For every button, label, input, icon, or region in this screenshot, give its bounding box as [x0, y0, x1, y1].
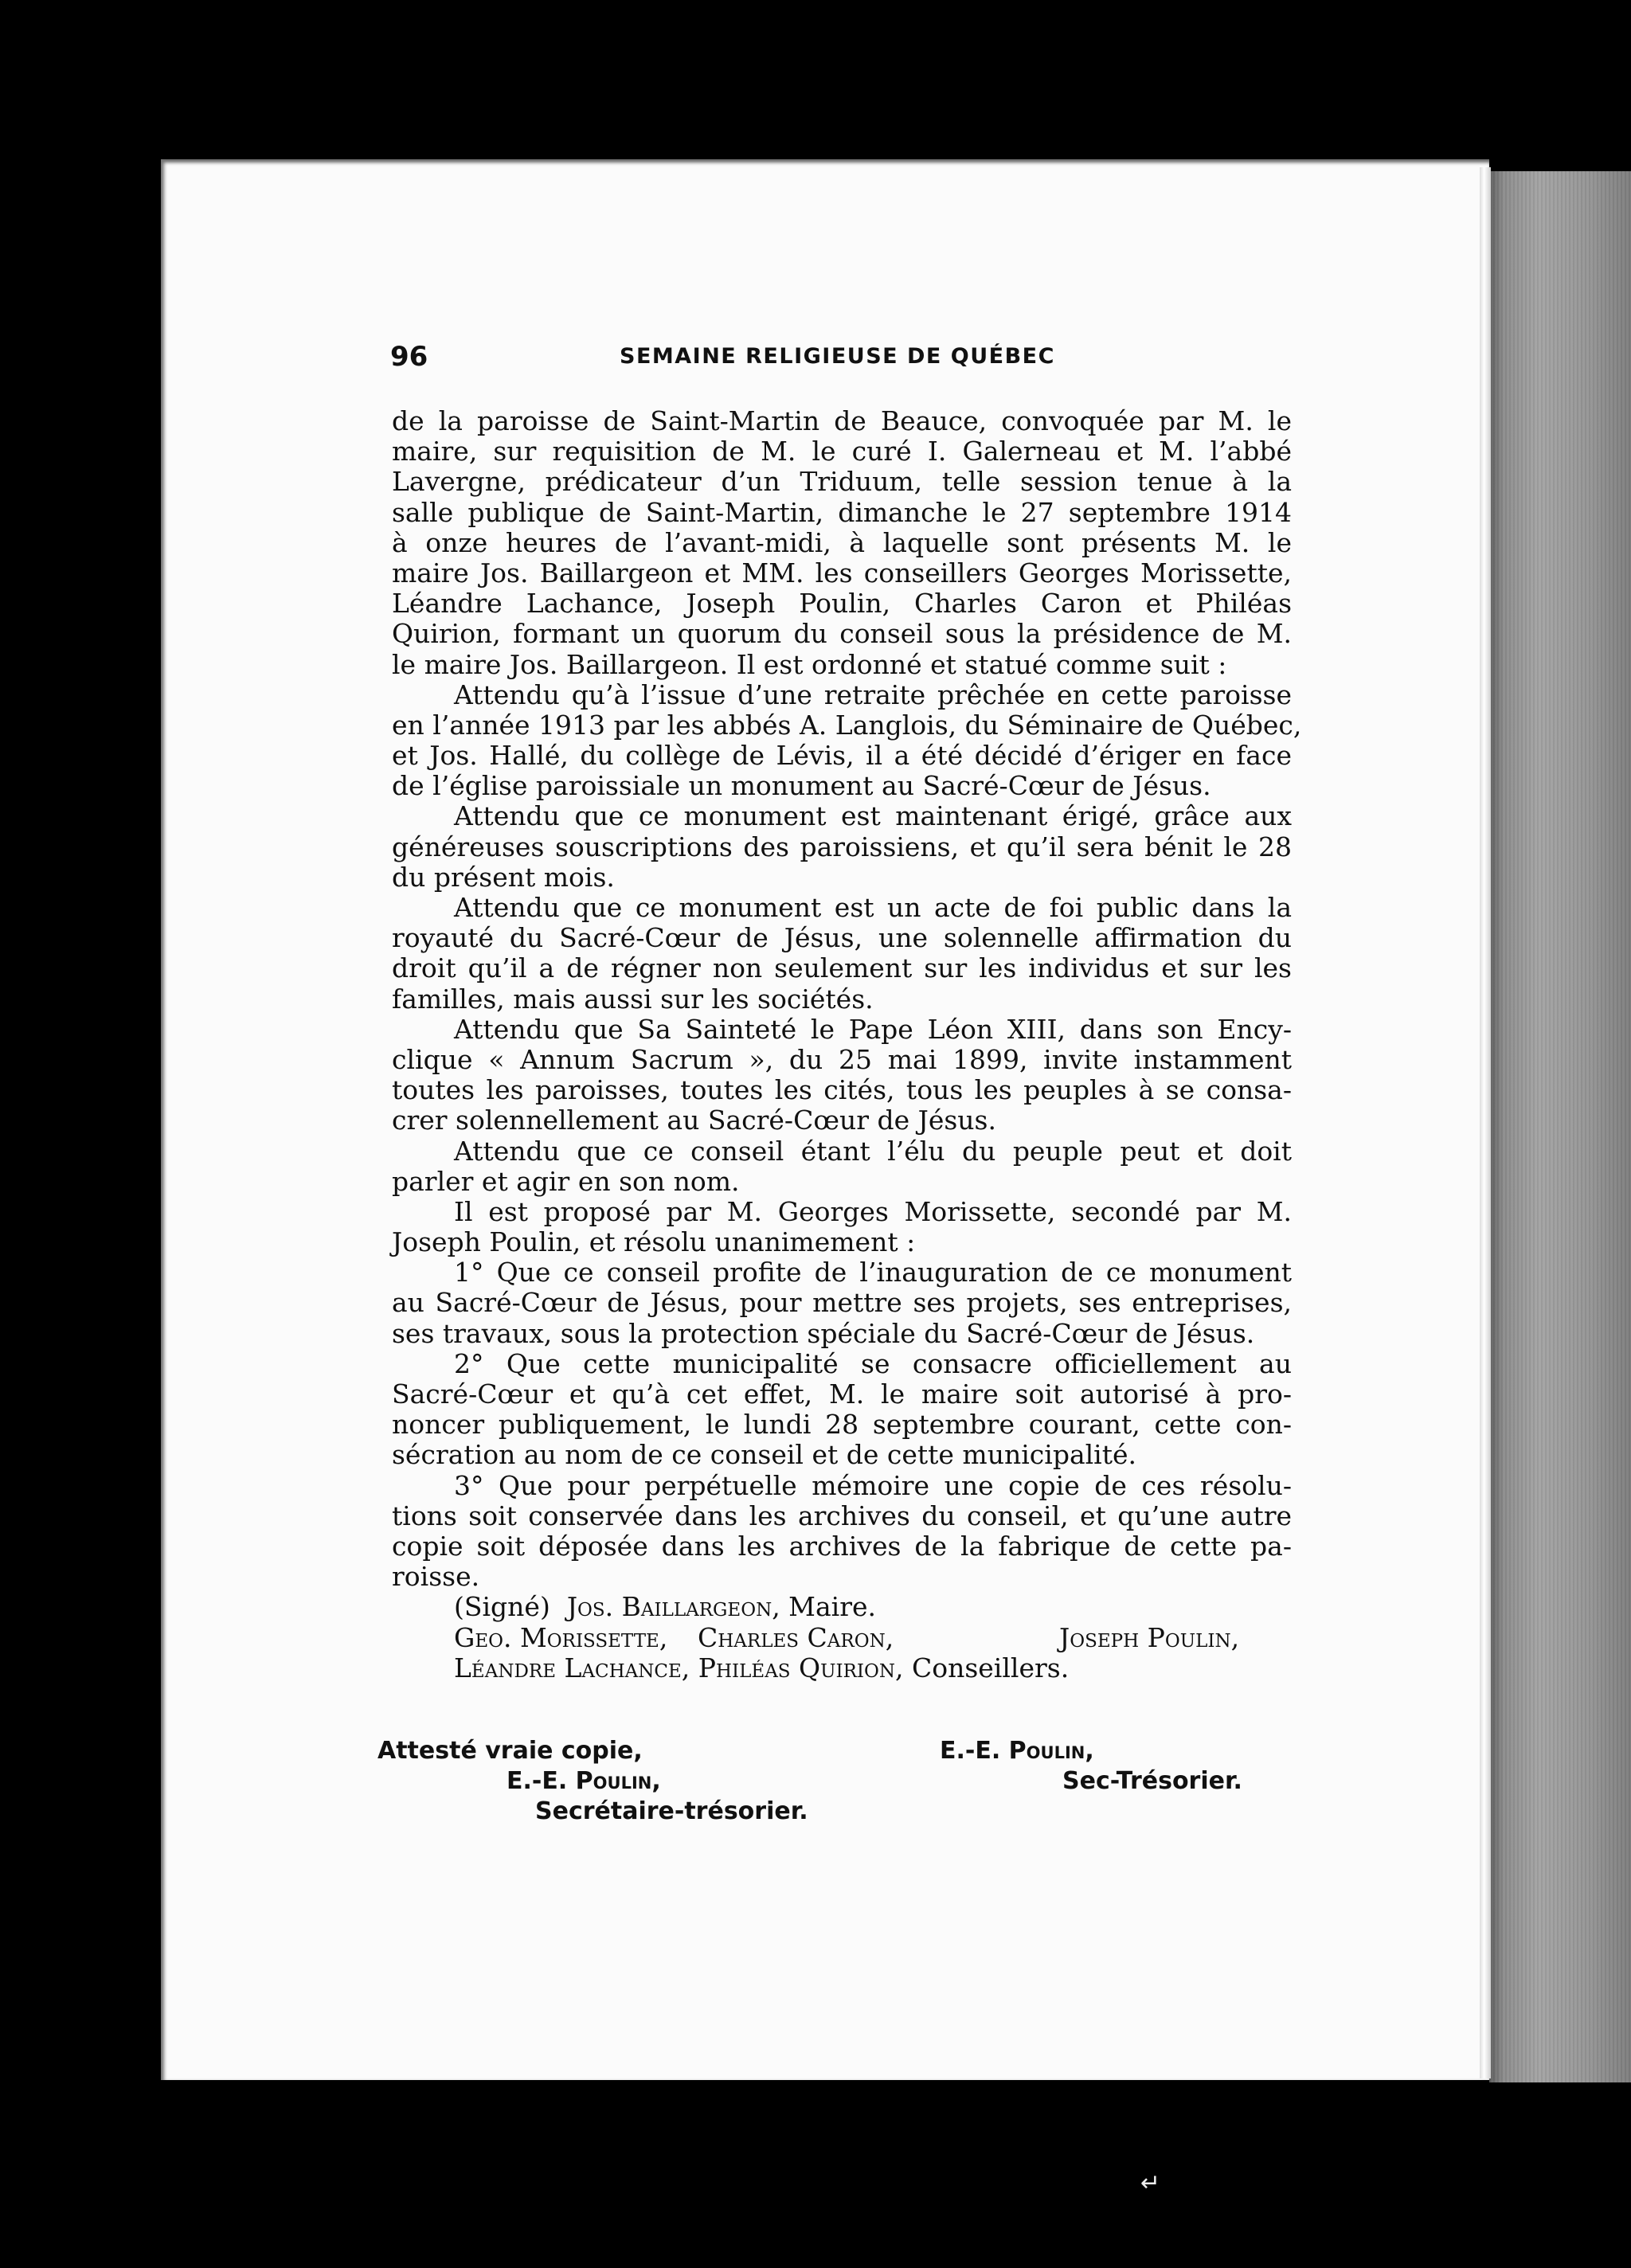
- attestation-right-name: E.-E. Poulin,: [940, 1737, 1094, 1765]
- body-line: familles, mais aussi sur les sociétés.: [392, 983, 874, 1015]
- body-line: 3° Que pour perpétuelle mémoire une copie de ces résolu-: [454, 1469, 1292, 1501]
- body-line: Quirion, formant un quorum du conseil sous la présidence de M.: [392, 618, 1292, 650]
- body-line: Sacré-Cœur et qu’à cet effet, M. le maire soit autorisé à pro-: [392, 1378, 1292, 1410]
- body-line: Attendu qu’à l’issue d’une retraite prêchée en cette paroisse: [454, 678, 1292, 710]
- body-line: et Jos. Hallé, du collège de Lévis, il a été décidé d’ériger en face: [392, 740, 1292, 772]
- councillor-name: Geo. Morissette,: [454, 1621, 668, 1653]
- body-line: 1° Que ce conseil profite de l’inauguration de ce monument: [454, 1257, 1292, 1288]
- margin-mark: ↵: [1140, 2169, 1161, 2197]
- councillor-name: Joseph Poulin,: [1059, 1621, 1240, 1653]
- body-line: Attendu que Sa Sainteté le Pape Léon XIII, dans son Ency-: [454, 1013, 1292, 1045]
- body-line: copie soit déposée dans les archives de la fabrique de cette pa-: [392, 1530, 1292, 1562]
- body-line: le maire Jos. Baillargeon. Il est ordonné et statué comme suit :: [392, 648, 1227, 680]
- councillor-name: Philéas Quirion,: [698, 1652, 904, 1683]
- mayor-title: , Maire.: [772, 1591, 876, 1623]
- body-line: noncer publiquement, le lundi 28 septembre courant, cette con-: [392, 1409, 1292, 1441]
- body-line: du présent mois.: [392, 861, 615, 893]
- mayor-name: Jos. Baillargeon: [566, 1591, 772, 1623]
- councillor-name: Charles Caron,: [698, 1621, 894, 1653]
- body-line: crer solennellement au Sacré-Cœur de Jésus.: [392, 1105, 996, 1136]
- body-line: salle publique de Saint-Martin, dimanche le 27 septembre 1914: [392, 496, 1292, 528]
- body-line: généreuses souscriptions des paroissiens, et qu’il sera bénit le 28: [392, 831, 1292, 862]
- body-line: Léandre Lachance, Joseph Poulin, Charles Caron et Philéas: [392, 588, 1292, 620]
- body-line: ses travaux, sous la protection spéciale du Sacré-Cœur de Jésus.: [392, 1317, 1255, 1349]
- body-line: droit qu’il a de régner non seulement sur les individus et sur les: [392, 952, 1292, 984]
- body-line: Attendu que ce monument est maintenant érigé, grâce aux: [454, 800, 1292, 832]
- body-text: [392, 405, 1302, 1683]
- councillors-line-1: [392, 1623, 1292, 1653]
- adjacent-page: [1489, 171, 1631, 2082]
- page-edge: [1480, 167, 1491, 2078]
- page-number: 96: [390, 341, 428, 373]
- body-line: de l’église paroissiale un monument au Sacré-Cœur de Jésus.: [392, 770, 1211, 802]
- body-line: royauté du Sacré-Cœur de Jésus, une solennelle affirmation du: [392, 922, 1292, 954]
- body-line: clique « Annum Sacrum », du 25 mai 1899, invite instamment: [392, 1043, 1292, 1075]
- attestation-label: Attesté vraie copie,: [377, 1737, 643, 1765]
- councillor-name: Léandre Lachance,: [454, 1652, 690, 1683]
- body-line: sécration au nom de ce conseil et de cette municipalité.: [392, 1439, 1137, 1471]
- body-line: Joseph Poulin, et résolu unanimement :: [392, 1226, 916, 1258]
- body-line: de la paroisse de Saint-Martin de Beauce, convoquée par M. le: [392, 405, 1292, 436]
- body-line: en l’année 1913 par les abbés A. Langlois, du Séminaire de Québec,: [392, 709, 1302, 741]
- body-line: toutes les paroisses, toutes les cités, tous les peuples à se consa-: [392, 1074, 1292, 1106]
- body-line: 2° Que cette municipalité se consacre officiellement au: [454, 1347, 1292, 1379]
- attestation-left-name: E.-E. Poulin,: [507, 1767, 661, 1795]
- body-line: à onze heures de l’avant-midi, à laquelle sont présents M. le: [392, 526, 1292, 558]
- body-line: parler et agir en son nom.: [392, 1165, 740, 1197]
- running-header: [390, 341, 1290, 373]
- body-line: maire, sur requisition de M. le curé I. Galerneau et M. l’abbé: [392, 436, 1292, 467]
- body-line: maire Jos. Baillargeon et MM. les conseillers Georges Morissette,: [392, 557, 1292, 589]
- body-line: roisse.: [392, 1561, 480, 1593]
- body-line: Lavergne, prédicateur d’un Triduum, telle session tenue à la: [392, 466, 1292, 498]
- body-line: Il est proposé par M. Georges Morissette, secondé par M.: [454, 1195, 1292, 1227]
- attestation-left-title: Secrétaire-trésorier.: [535, 1797, 808, 1825]
- journal-title: SEMAINE RELIGIEUSE DE QUÉBEC: [620, 344, 1055, 369]
- body-line: Attendu que ce conseil étant l’élu du peuple peut et doit: [454, 1135, 1292, 1167]
- signed-prefix: (Signé): [454, 1591, 550, 1623]
- attestation-right-title: Sec-Trésorier.: [1062, 1767, 1242, 1795]
- councillors-line-2: [392, 1653, 1292, 1683]
- body-line: au Sacré-Cœur de Jésus, pour mettre ses projets, ses entreprises,: [392, 1287, 1292, 1319]
- councillors-title: Conseillers.: [911, 1652, 1070, 1683]
- mayor-signature-line: [392, 1592, 1292, 1622]
- body-line: Attendu que ce monument est un acte de foi public dans la: [454, 892, 1292, 923]
- body-line: tions soit conservée dans les archives du conseil, et qu’une autre: [392, 1500, 1292, 1531]
